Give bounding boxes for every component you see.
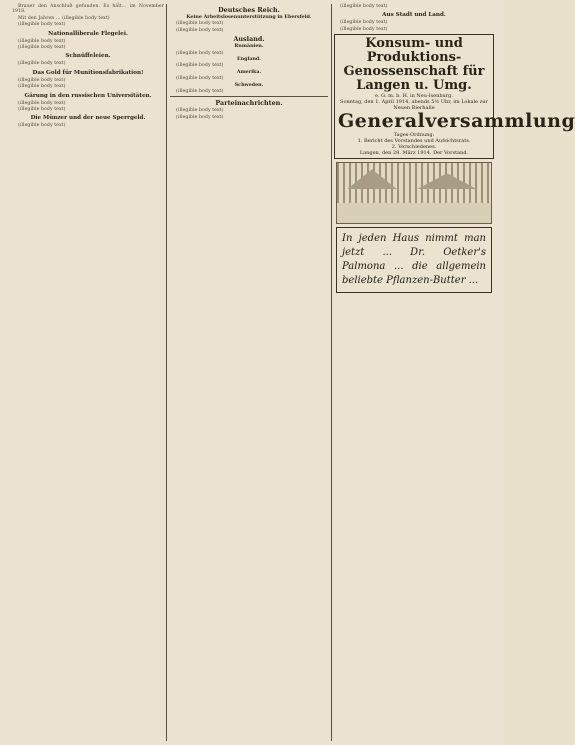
heading: Die Münzer und der neue Sperrgeld. [30, 115, 146, 122]
column-left: Brauer den Anschluß gefunden. Es hält... im November 1918. Mit den Jahren ... (illegible body text) (illegible body text) Nationalliberale Flegelei. (illegible body text) (illegible body text) Schnüffeleien. (illegible body text) Das Gold für Munitionsfabrikation! (illegible body text) (illegible body text) Gärung in den russischen Universitäten. (illegible body text) (illegible body text) Die Münzer und der neue Sperrgeld. (illegible body text) [12, 4, 164, 129]
subheading: Rumänien. [234, 43, 264, 50]
article-intro: Brauer den Anschluß gefunden. Es hält... im November 1918. [12, 4, 164, 15]
subheading: England. [237, 56, 261, 63]
column-rule [331, 4, 332, 741]
heading: Ausland. [233, 35, 265, 44]
ad-subline: e. G. m. b. H. in Neu-Isenburg. [375, 93, 453, 100]
heading: Nationalliberale Flegelei. [48, 30, 128, 37]
advertisement-general-assembly [334, 34, 575, 159]
column-right: (illegible body text) Aus Stadt und Land. (illegible body text) (illegible body text) Konsum- und Produktions- Genossenschaft für Langen u. Umg. e. G. m. b. H. in Neu-Isenburg. Sonntag, den 1. April 1914, abends 5½ Uhr, im Lokale zur Neuen Bierhalle Generalversammlung Tages-Ordnung: 1. Bericht des Vorstandes und Aufsichtsrats. 2. Verschiedenes. Langen, den 28. März 1914. Der Vorstand. In jeden Haus nimmt man jetzt ... Dr. Oetker's Palmona ... die allgemein beliebte Pflanzen-Butter ... [334, 4, 494, 741]
ad-heading: Genossenschaft für Langen u. Umg. [343, 64, 485, 94]
ad-agenda-item: 2. Verschiedenes. [391, 144, 437, 151]
heading: Das Gold für Munitionsfabrikation! [32, 69, 144, 76]
ad-signature: Langen, den 28. März 1914. Der Vorstand. [359, 150, 469, 157]
factory-illustration [336, 162, 492, 224]
ad-heading: Konsum- und Produktions- [365, 36, 463, 66]
ad-agenda: Tages-Ordnung: [393, 132, 435, 139]
heading: Gärung in den russischen Universitäten. [24, 92, 152, 99]
ad-title: Generalversammlung [338, 110, 575, 133]
column-rule [166, 4, 167, 741]
heading: Parteinachrichten. [215, 99, 283, 108]
subheading: Amerika. [236, 68, 262, 75]
subheading: Keine Arbeitslosenunterstützung in Ebersfeld. [186, 14, 312, 20]
divider [170, 96, 328, 97]
heading: Deutsches Reich. [218, 6, 280, 14]
ad-agenda-item: 1. Bericht des Vorstandes und Aufsichtsrats. [357, 138, 471, 145]
handwritten-advertisement: In jeden Haus nimmt man jetzt ... Dr. Oetker's Palmona ... die allgemein beliebte Pflanzen-Butter ... [336, 227, 492, 293]
heading: Schnüffeleien. [65, 53, 111, 60]
heading: Aus Stadt und Land. [382, 12, 446, 19]
column-middle: Deutsches Reich. Keine Arbeitslosenunterstützung in Ebersfeld. (illegible body text) (illegible body text) Ausland. Rumänien. (illegible body text) England. (illegible body text) Amerika. (illegible body text) Schweden. (illegible body text) Parteinachrichten. (illegible body text) (illegible body text) [170, 4, 328, 741]
ad-date: Sonntag, den 1. April 1914, abends 5½ Uhr, im Lokale zur Neuen Bierhalle [340, 99, 488, 112]
subheading: Schweden. [234, 81, 264, 88]
